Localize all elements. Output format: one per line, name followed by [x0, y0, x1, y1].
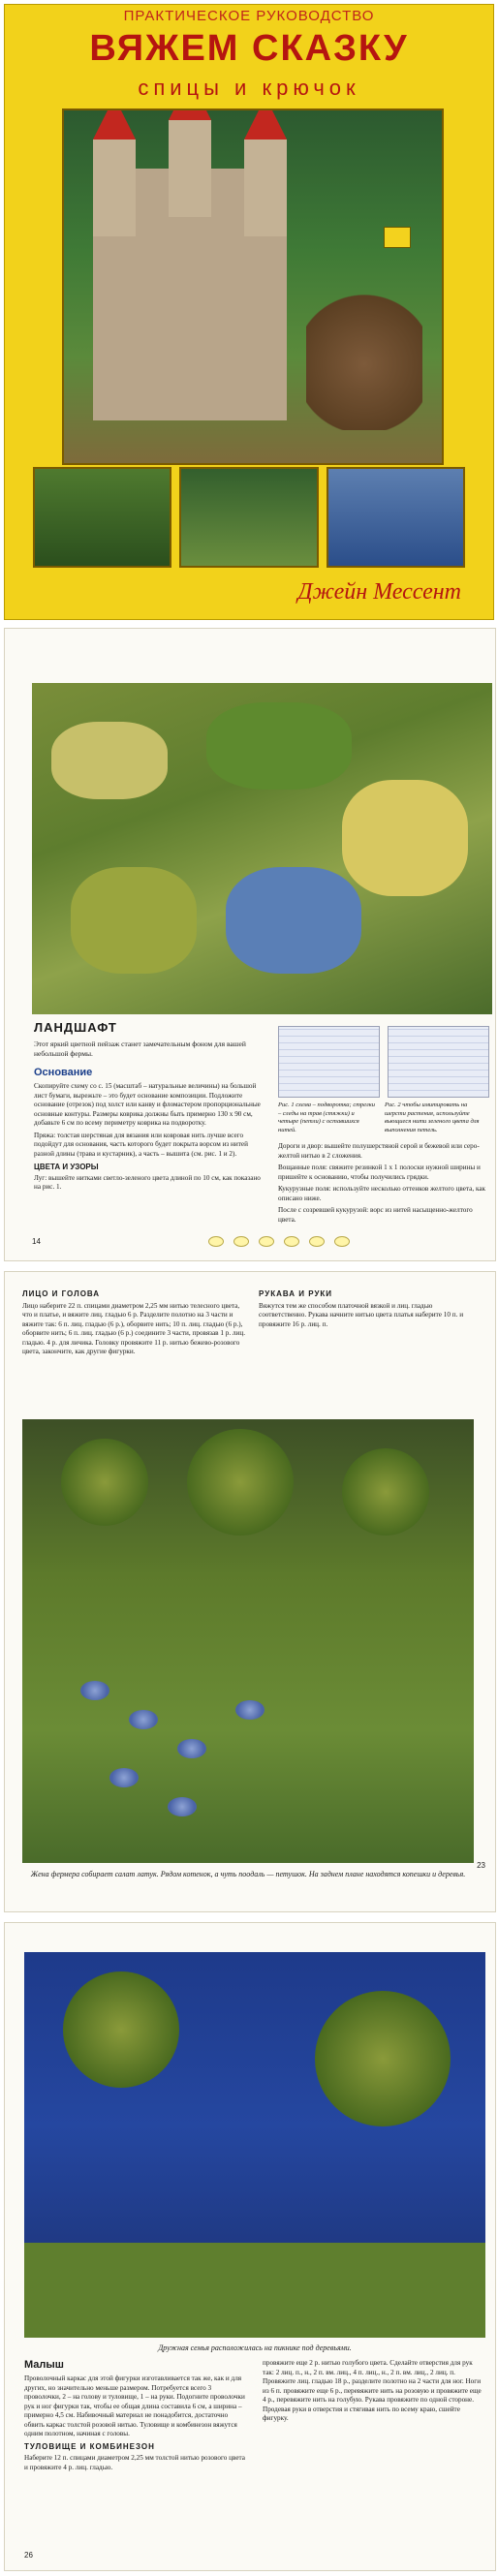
cover-author: Джейн Мессент [297, 579, 461, 605]
section-heading: Малыш [24, 2359, 64, 2371]
castle-photo [62, 109, 444, 465]
thumbnail-image [179, 467, 318, 568]
farm-photo [22, 1419, 474, 1863]
knight-figure [306, 265, 422, 430]
field [51, 722, 168, 799]
sheep-icon [208, 1236, 224, 1247]
stitch-diagram [388, 1026, 489, 1098]
cabbage [80, 1681, 109, 1700]
diagram-caption: Рис. 2 чтобы имитировать на шерсти растения, используйте вьющиеся нити зеленого цвета для выполнения петель. [385, 1102, 480, 1133]
page-number: 26 [24, 2551, 33, 2560]
decorative-sheep-border [208, 1227, 489, 1247]
castle-tower [169, 120, 211, 217]
page-number: 23 [477, 1861, 485, 1870]
column-heading: РУКАВА И РУКИ [259, 1289, 333, 1298]
paragraph: Пряжа: толстая шерстяная для вязания или ковровая нить лучше всего подойдут для основания, часть которого будет покрыта ворсом из нитей разной длины (трава и кустарник), а часть – вышита (см. рис. 1 и 2). [34, 1131, 248, 1158]
castle [93, 169, 287, 420]
paragraph: Вяжутся тем же способом платочной вязкой и лиц. гладью соответственно. Рукава начните нитью цвета платья наберите 10 п. и провяжите 16 р. лиц. п. [259, 1301, 464, 1328]
grass [24, 2243, 485, 2338]
page-14 [4, 628, 496, 1261]
flag [384, 227, 411, 248]
tree [315, 1991, 451, 2126]
sheep-icon [284, 1236, 299, 1247]
field [71, 867, 197, 974]
left-column [34, 1082, 266, 1195]
paragraph: После с созревшей кукурузой: ворс из нитей насыщенно-желтого цвета. [278, 1206, 473, 1224]
thumbnail-image [327, 467, 465, 568]
paragraph: Скопируйте схему со с. 15 (масштаб – натуральные величины) на большой лист бумаги, вырежьте – это будет основание композиции. Подложите основание (отрезок) под холст или канву и фломастером пропорциональные основные контуры. Размеры коврика должны быть примерно 130 х 90 см, добавьте 6 см по всему периметру коврика на подворотку. [34, 1082, 261, 1127]
cover-thumbnails [33, 467, 465, 568]
sub-heading: ЦВЕТА И УЗОРЫ [34, 1163, 99, 1171]
book-cover [4, 4, 494, 620]
page-number: 14 [32, 1237, 41, 1246]
tree [342, 1448, 429, 1536]
page-23 [4, 1271, 496, 1912]
sheep-icon [259, 1236, 274, 1247]
tree [63, 1971, 179, 2088]
castle-roof [244, 109, 287, 140]
landscape-photo [32, 683, 492, 1014]
paragraph: Луг: вышейте нитками светло-зеленого цвета длиной по 10 см, как показано на рис. 1. [34, 1173, 261, 1191]
paragraph: Дороги и двор: вышейте полушерстяной серой и бежевой или серо-желтой нитью в 2 сложения. [278, 1142, 480, 1160]
castle-tower [93, 140, 136, 236]
stitch-diagram [278, 1026, 380, 1098]
page-26 [4, 1922, 496, 2571]
cover-title: ВЯЖЕМ СКАЗКУ [89, 28, 409, 69]
paragraph: Лицо наберите 22 п. спицами диаметром 2,25 мм нитью телесного цвета, что и платье, и вяжите лиц. гладью 6 р. Разделите полотно на 3 части и вяжите так: 6 п. лиц. гладью (6 р.), оборвите нить; 10 п. лиц. гладью (6 р.), оборвите нить; 6 п. лиц. гладью (6 р.) соедините 3 части, провязав 1 р. лиц. гладью. 4 р. для личика. Головку провяжите 11 р. нитью бежево-розового цвета, закончите, как другие фигурки. [22, 1301, 246, 1355]
diagram-row [278, 1026, 489, 1098]
section-heading: Основание [34, 1067, 93, 1078]
photo-caption: Жена фермера собирает салат латук. Рядом котенок, а чуть поодаль — петушок. На заднем плане находятся копешки и деревья. [30, 1870, 466, 1878]
right-column [259, 1289, 482, 1332]
family-photo [24, 1952, 485, 2338]
sheep-icon [334, 1236, 350, 1247]
tree [187, 1429, 294, 1536]
sheep-icon [309, 1236, 325, 1247]
section-title: ЛАНДШАФТ [34, 1020, 117, 1035]
field [206, 702, 352, 790]
paragraph: Кукурузные поля: используйте несколько оттенков желтого цвета, как описано ниже. [278, 1185, 486, 1202]
cabbage [168, 1797, 197, 1816]
paragraph: Наберите 12 п. спицами диаметром 2,25 мм толстой нитью розового цвета и провяжите 4 р. лиц. гладью. [24, 2454, 245, 2471]
field [342, 780, 468, 896]
column-heading: ЛИЦО И ГОЛОВА [22, 1289, 101, 1298]
paragraph: провяжите еще 2 р. нитью голубого цвета. Сделайте отверстия для рук так: 2 лиц. п., н., 2 п. вм. лиц., 4 п. лиц., н., 2 п. вм. лиц., 2 лиц. п. Провяжите лиц. гладью 18 р., разделите полотно на 2 части для ног. Ноги из 6 п. провяжите еще 6 р., перевяжите нить на розовую и провяжите еще 4 р., перевяжите нить на голубую. Рукава провяжите по одной стороне. Продевая руки в отверстия и стягивая нить по всему краю, сшейте фигурку. [263, 2359, 482, 2422]
cabbage [177, 1739, 206, 1758]
intro-text: Этот яркий цветной пейзаж станет замечательным фоном для вашей небольшой фермы. [34, 1040, 246, 1058]
right-column [278, 1142, 489, 1227]
castle-roof [93, 109, 136, 140]
tree [61, 1439, 148, 1526]
cabbage [235, 1700, 265, 1720]
photo-caption: Дружная семья расположилась на пикнике под деревьями. [158, 2343, 352, 2352]
castle-tower [244, 140, 287, 236]
diagram-caption: Рис. 1 схема – подворотка; стрелки – следы на трав (стяжки) и четыре (петли) с оставшихся нитей. [278, 1102, 376, 1133]
paragraph: Проволочный каркас для этой фигурки изготавливается так же, как и для других, но значительно меньше размером. Потребуется всего 3 проволочки, 2 – на голову и туловище, 1 – на руки. Подогните проволочки рук и ног фигурки так, чтобы ее общая длина составила 6 см, а ширина – примерно 4,5 см. Набивочный материал не понадобится, достаточно обвить каркас толстой розовой нитью. Туловище и комбинезон вяжутся одним полотном, начиная с головы. [24, 2374, 245, 2437]
right-column [263, 2359, 485, 2427]
left-column [22, 1289, 245, 1360]
column-heading: ТУЛОВИЩЕ И КОМБИНЕЗОН [24, 2441, 155, 2451]
cabbage [109, 1768, 139, 1787]
cover-header: ПРАКТИЧЕСКОЕ РУКОВОДСТВО [123, 8, 375, 24]
pond [226, 867, 361, 974]
castle-roof [169, 109, 211, 120]
paragraph: Вощанные поля: свяжите резинкой 1 х 1 полоски нужной ширины и пришейте к основанию, чтобы получились грядки. [278, 1164, 481, 1181]
left-column [24, 2374, 247, 2475]
thumbnail-image [33, 467, 171, 568]
cabbage [129, 1710, 158, 1729]
sheep-icon [233, 1236, 249, 1247]
cover-subtitle: спицы и крючок [138, 76, 360, 100]
